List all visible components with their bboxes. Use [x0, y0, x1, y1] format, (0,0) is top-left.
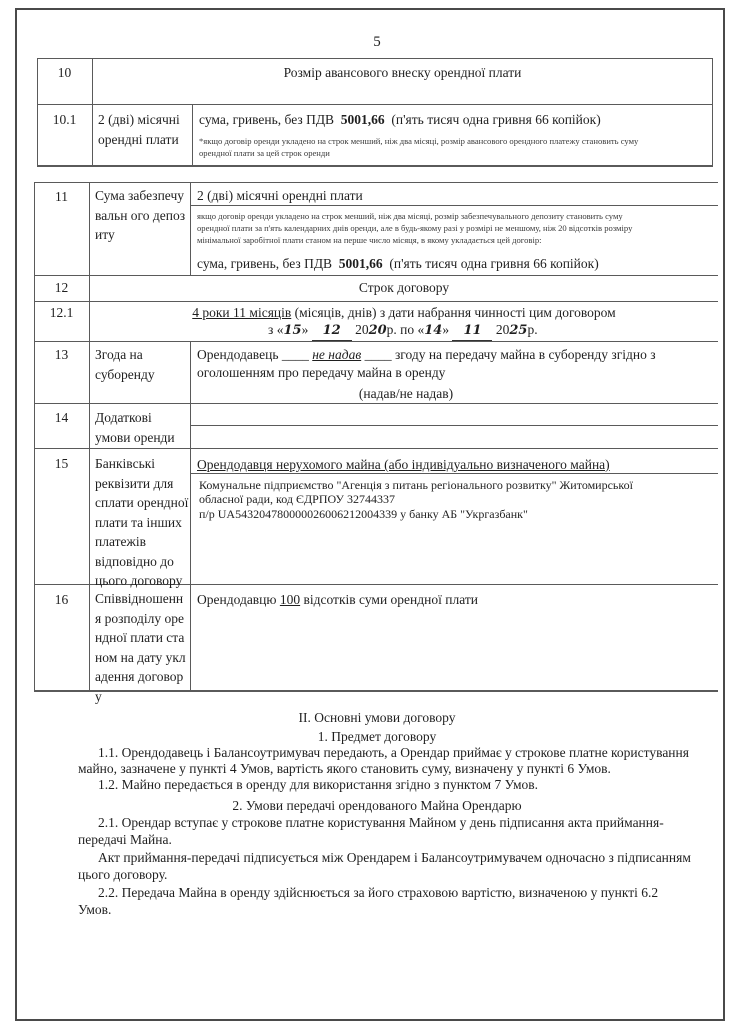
contract-dates: з «15» 12 2020р. по «14» 11 2025р.	[268, 321, 538, 341]
row-number: 15	[54, 456, 69, 471]
clause-2-1-line2: передачі Майна.	[78, 832, 172, 847]
act-clause-line1: Акт приймання-передачі підписується між Орендарем і Балансоутримувачем одночасно з підписанням	[98, 850, 691, 865]
from-prefix: з «	[268, 322, 284, 337]
row-number: 10.1	[52, 112, 77, 127]
split-prefix: Орендодавцю	[197, 592, 277, 607]
row-number: 16	[54, 592, 69, 607]
term-suffix: (місяців, днів) з дати набрання чинності цим договором	[294, 305, 616, 320]
amount-prefix: сума, гривень, без ПДВ	[197, 256, 333, 271]
amount-words: (п'ять тисяч одна гривня 66 копійок)	[391, 112, 601, 127]
deposit-amount	[197, 255, 599, 273]
clause-1-1-line1: 1.1. Орендодавець і Балансоутримувач передають, а Орендар приймає у строкове платне користування	[98, 745, 689, 760]
contract-term	[90, 304, 718, 322]
row-number: 11	[55, 189, 68, 204]
advance-amount	[199, 111, 601, 129]
row-number: 13	[54, 347, 69, 362]
deposit-note-line2: орендної плати за п'ять календарних днів оренди, але в будь-якому разі у розмірі не меншому, ніж 20 відсотків розміру	[197, 223, 633, 233]
clause-1-2: 1.2. Майно передається в оренду для використання згідно з пунктом 7 Умов.	[98, 777, 538, 792]
to-day: 14	[424, 323, 443, 338]
amount-value: 5001,66	[340, 112, 385, 127]
term-value: 4 роки 11 місяців	[192, 305, 292, 320]
from-year: 20	[368, 323, 387, 338]
advance-note-line1: *якщо договір оренди укладено на строк менший, ніж два місяці, розмір авансового орендного платежу становить суму	[199, 136, 639, 146]
row-number: 12.1	[49, 305, 74, 320]
clause-2-2-line2: Умов.	[78, 902, 112, 917]
act-clause-line2: цього договору.	[78, 867, 168, 882]
bank-details-line3: п/р UA543204780000026006212004339 у банку АБ "Укргазбанк"	[199, 507, 528, 521]
from-year-prefix: 20	[355, 322, 369, 337]
row-label: Сума забезпечувальн ого депозиту	[95, 188, 186, 242]
deposit-note-line3: мінімальної заробітної плати станом на перше число місяця, в якому укладається цей договір:	[197, 235, 542, 245]
row-label: Банківські реквізити для сплати орендної плати та інших платежів відповідно до цього договору	[95, 456, 189, 588]
clause-2-2-line1: 2.2. Передача Майна в оренду здійснюється за його страховою вартістю, визначеною у пункті 6.2	[98, 885, 659, 900]
clause-1-1-line2: майно, зазначене у пункті 4 Умов, вартість якого становить суму, визначену у пункті 6 Умов.	[78, 761, 611, 776]
clause-2-1-line1: 2.1. Орендар вступає у строкове платне користування Майном у день підписання акта приймання-	[98, 815, 664, 830]
row-number: 10	[57, 65, 72, 80]
subsection-1-title: 1. Предмет договору	[317, 729, 437, 744]
row-label: Додаткові умови оренди	[95, 410, 175, 445]
rent-split	[197, 591, 478, 609]
amount-words: (п'ять тисяч одна гривня 66 копійок)	[389, 256, 599, 271]
subsection-2-title: 2. Умови передачі орендованого Майна Орендарю	[232, 798, 522, 813]
to-month: 11	[463, 323, 482, 338]
deposit-value: 2 (дві) місячні орендні плати	[197, 188, 363, 203]
row-title: Строк договору	[358, 280, 450, 295]
split-percent: 100	[279, 592, 301, 607]
row-label: Згода на суборенду	[95, 347, 155, 382]
advance-note-line2: орендної плати за цей строк оренди	[199, 148, 330, 158]
row-label: Співвідношенн я розподілу орендної плати станом на дату укладення договору	[95, 591, 186, 704]
amount-value: 5001,66	[338, 256, 383, 271]
row-number: 12	[54, 280, 69, 295]
bank-details-line2: обласної ради, код ЄДРПОУ 32744337	[199, 492, 395, 506]
consent-prefix: Орендодавець	[197, 347, 279, 362]
from-month: 12	[322, 323, 341, 338]
bank-details-heading: Орендодавця нерухомого майна (або індивідуально визначеного майна)	[197, 457, 610, 472]
bank-details-line1: Комунальне підприємство "Агенція з питань регіонального розвитку" Житомирської	[199, 478, 633, 492]
to-prefix: р. по «	[386, 322, 425, 337]
split-suffix: відсотків суми орендної плати	[303, 592, 478, 607]
consent-line2: оголошенням про передачу майна в оренду	[197, 365, 446, 380]
consent-hint: (надав/не надав)	[358, 386, 454, 401]
row-label: 2 (дві) місячні орендні плати	[98, 112, 180, 147]
amount-prefix: сума, гривень, без ПДВ	[199, 112, 335, 127]
sublease-consent: Орендодавець ____ не надав ____ згоду на передачу майна в суборенду згідно з	[197, 347, 656, 362]
from-day: 15	[283, 323, 302, 338]
to-year-prefix: 20	[495, 322, 510, 337]
deposit-note-line1: якщо договір оренди укладено на строк менший, ніж два місяці, розмір забезпечувального депозиту становить суму	[197, 211, 623, 221]
year-suffix: р.	[527, 322, 538, 337]
section-title: II. Основні умови договору	[298, 710, 456, 725]
row-number: 14	[54, 410, 69, 425]
row-title: Розмір авансового внеску орендної плати	[283, 65, 522, 80]
to-year: 25	[509, 323, 528, 338]
consent-suffix: згоду на передачу майна в суборенду згідно з	[394, 347, 656, 362]
page-number: 5	[373, 34, 381, 50]
consent-value: не надав	[312, 347, 362, 362]
